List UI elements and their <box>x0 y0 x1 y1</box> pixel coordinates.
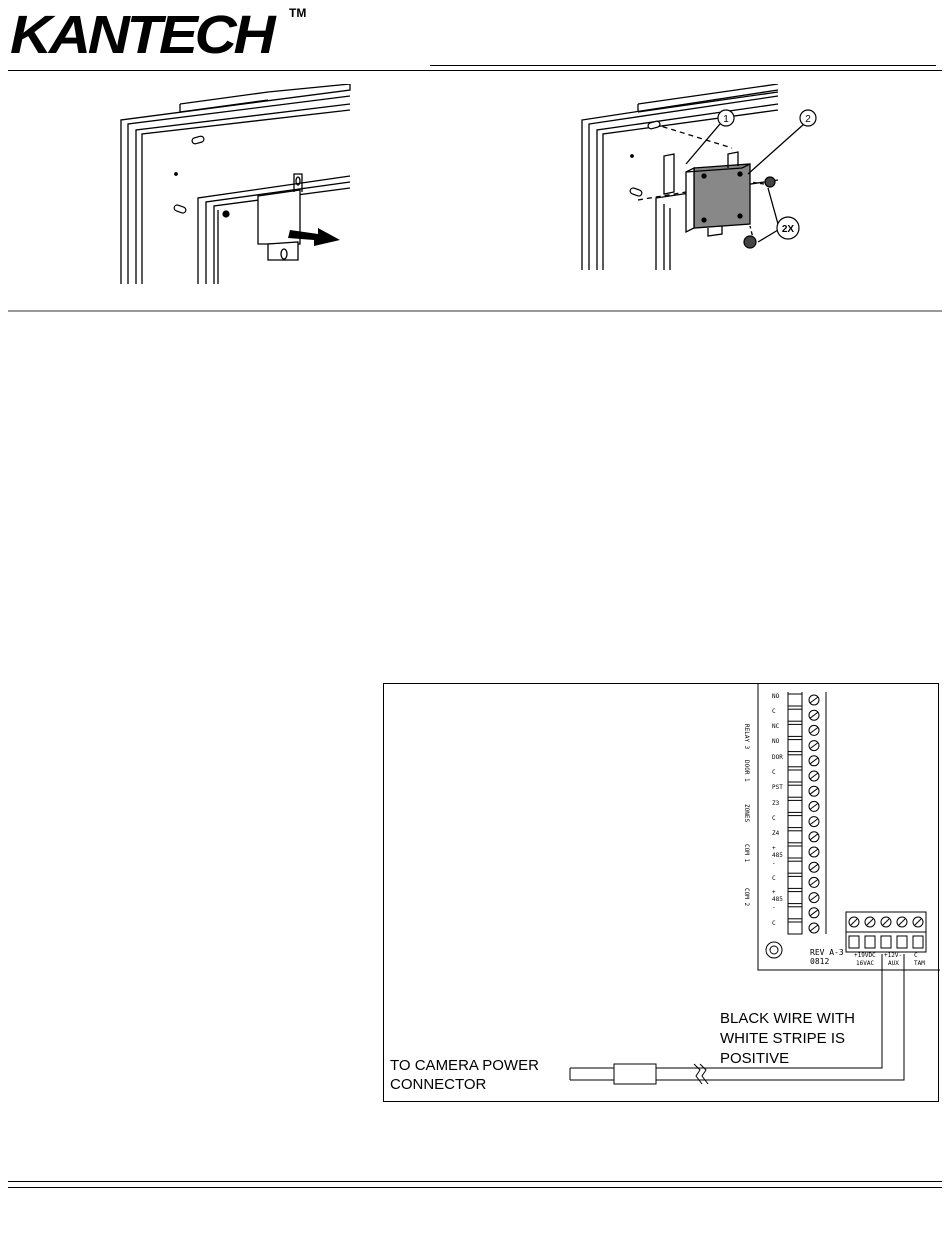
vac-label: 16VAC <box>856 960 875 967</box>
footer-rule-bottom <box>8 1187 942 1188</box>
header-rule <box>8 70 942 71</box>
wire-note-line2: WHITE STRIPE IS <box>720 1030 846 1047</box>
terminal-screw-slot <box>810 758 818 764</box>
terminal-label: NO <box>772 738 780 745</box>
terminal-label: 485 <box>772 896 783 903</box>
brand-name: KANTECH <box>10 5 273 65</box>
terminal-screw-slot <box>810 773 818 779</box>
terminal-screw-slot <box>810 910 818 916</box>
terminal-screw-slot <box>810 864 818 870</box>
terminal-screw-slot <box>810 925 818 931</box>
terminal-label: Z4 <box>772 830 780 837</box>
terminal-label: C <box>772 769 776 776</box>
callout-1: 1 <box>723 114 729 125</box>
callout-2x: 2X <box>781 224 795 235</box>
terminal-screw-slot <box>810 834 818 840</box>
terminal-slot <box>788 770 802 782</box>
wire-note-line3: POSITIVE <box>720 1050 790 1067</box>
group-label-door: DOOR 1 <box>743 760 750 782</box>
terminal-slot <box>788 800 802 812</box>
terminal-label: 485 <box>772 852 783 859</box>
footer-rule-top <box>8 1181 942 1182</box>
terminal-slot <box>788 785 802 797</box>
camera-note-line1: TO CAMERA POWER <box>390 1057 539 1074</box>
terminal-slot <box>788 709 802 721</box>
group-label-com1: COM 1 <box>743 844 750 863</box>
header-rule-right <box>430 65 936 66</box>
group-label-com2: COM 2 <box>743 888 750 907</box>
terminal-screw-slot <box>810 895 818 901</box>
figure-right-illustration <box>578 84 838 286</box>
terminal-label: C <box>772 815 776 822</box>
terminal-slot <box>788 724 802 736</box>
terminal-screw-slot <box>810 788 818 794</box>
tam-top-label: C <box>914 952 918 959</box>
terminal-slot <box>788 816 802 828</box>
terminal-screw-slot <box>810 697 818 703</box>
power-terminal-screw-slot <box>899 919 905 925</box>
terminal-screw-slot <box>810 727 818 733</box>
terminal-screw-slot <box>810 819 818 825</box>
terminal-label: + <box>772 845 776 852</box>
power-terminal-slot <box>913 936 923 948</box>
section-rule <box>8 310 942 312</box>
power-terminal-slot <box>849 936 859 948</box>
terminal-screw-slot <box>810 879 818 885</box>
terminal-label: PST <box>772 784 783 791</box>
terminal-screw-slot <box>810 849 818 855</box>
wiring-drawing <box>384 684 940 1103</box>
terminal-label: C <box>772 920 776 927</box>
wire-note-line1: BLACK WIRE WITH <box>720 1010 856 1027</box>
terminal-label: C <box>772 708 776 715</box>
kantech-logo <box>10 6 310 64</box>
terminal-slot <box>788 755 802 767</box>
terminal-slot <box>788 831 802 843</box>
group-label-zones: ZONES <box>743 804 750 823</box>
tam-label: TAM <box>914 960 925 967</box>
terminal-slot <box>788 892 802 904</box>
vdc-label: +19VDC <box>854 952 876 959</box>
camera-note-line2: CONNECTOR <box>390 1076 487 1093</box>
power-terminal-slot <box>881 936 891 948</box>
power-terminal-slot <box>865 936 875 948</box>
revision-date: 0812 <box>810 957 830 966</box>
terminal-label: DOR <box>772 754 783 761</box>
power-terminal-slot <box>897 936 907 948</box>
terminal-screw-slot <box>810 743 818 749</box>
group-label-relay: RELAY 3 <box>743 724 750 750</box>
callout-2: 2 <box>805 114 811 125</box>
terminal-label: C <box>772 875 776 882</box>
terminal-slot <box>788 740 802 752</box>
power-terminal-screw-slot <box>851 919 857 925</box>
terminal-label: Z3 <box>772 800 780 807</box>
power-terminal-screw-slot <box>915 919 921 925</box>
trademark-mark: TM <box>289 6 307 20</box>
terminal-slot <box>788 922 802 934</box>
terminal-slot <box>788 694 802 706</box>
power-terminal-screw-slot <box>883 919 889 925</box>
power-terminal-screw-slot <box>867 919 873 925</box>
revision-label: REV A-3 <box>810 948 844 957</box>
terminal-label: - <box>772 904 776 911</box>
terminal-slot <box>788 861 802 873</box>
terminal-screw-slot <box>810 712 818 718</box>
terminal-label: + <box>772 889 776 896</box>
terminal-label: NO <box>772 693 780 700</box>
terminal-slot <box>788 876 802 888</box>
terminal-slot <box>788 907 802 919</box>
aux-top-label: +12V- <box>884 952 903 959</box>
terminal-label: - <box>772 860 776 867</box>
figure-left-illustration <box>118 84 358 286</box>
terminal-label: NC <box>772 723 780 730</box>
terminal-screw-slot <box>810 803 818 809</box>
terminal-slot <box>788 846 802 858</box>
wiring-diagram <box>383 683 939 1102</box>
aux-label: AUX <box>888 960 899 967</box>
